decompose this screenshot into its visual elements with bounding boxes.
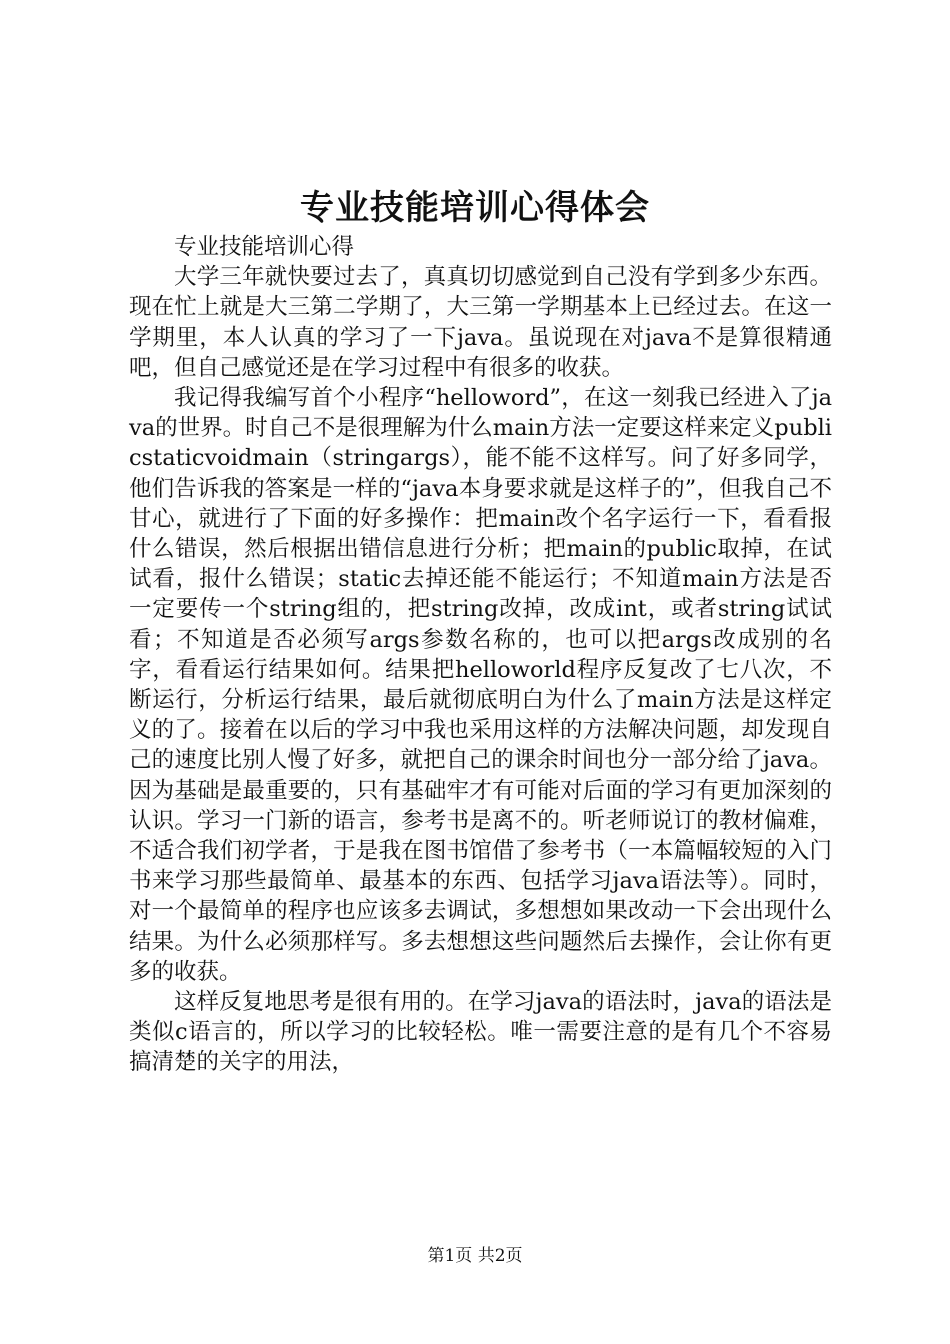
paragraph-syntax: 这样反复地思考是很有用的。在学习java的语法时，java的语法是类似c语言的，所以学习的比较轻松。唯一需要注意的是有几个不容易搞清楚的关字的用法， [129,989,832,1076]
paragraph-subtitle: 专业技能培训心得 [174,234,355,260]
page-total: 共2页 [477,1246,523,1266]
document-title: 专业技能培训心得体会 [300,188,650,228]
paragraph-intro: 大学三年就快要过去了，真真切切感觉到自己没有学到多少东西。现在忙上就是大三第二学期了，大三第一学期基本上已经过去。在这一学期里，本人认真的学习了一下java。虽说现在对java不是算很精通吧，但自己感觉还是在学习过程中有很多的收获。 [129,264,832,381]
page-footer [0,1244,950,1268]
page-number: 第1页 [427,1246,473,1266]
document-body [129,232,832,1078]
paragraph-helloworld: 我记得我编写首个小程序“helloword”，在这一刻我已经进入了java的世界。时自己不是很理解为什么main方法一定要这样来定义publicstaticvoidmain（stringargs），能不能不这样写。问了好多同学，他们告诉我的答案是一样的“java本身要求就是这样子的”，但我自己不甘心，就进行了下面的好多操作：把main改个名字运行一下，看看报什么错误，然后根据出错信息进行分析；把main的public取掉，在试试看，报什么错误；static去掉还能不能运行；不知道main方法是否一定要传一个string组的，把string改掉，改成int，或者string试试看；不知道是否必须写args参数名称的，也可以把args改成别的名字，看看运行结果如何。结果把helloworld程序反复改了七八次，不断运行，分析运行结果，最后就彻底明白为什么了main方法是这样定义的了。接着在以后的学习中我也采用这样的方法解决问题，却发现自己的速度比别人慢了好多，就把自己的课余时间也分一部分给了java。因为基础是最重要的，只有基础牢才有可能对后面的学习有更加深刻的认识。学习一门新的语言，参考书是离不的。听老师说订的教材偏难，不适合我们初学者，于是我在图书馆借了参考书（一本篇幅较短的入门书来学习那些最简单、最基本的东西、包括学习java语法等）。同时，对一个最简单的程序也应该多去调试，多想想如果改动一下会出现什么结果。为什么必须那样写。多去想想这些问题然后去操作，会让你有更多的收获。 [129,385,832,985]
